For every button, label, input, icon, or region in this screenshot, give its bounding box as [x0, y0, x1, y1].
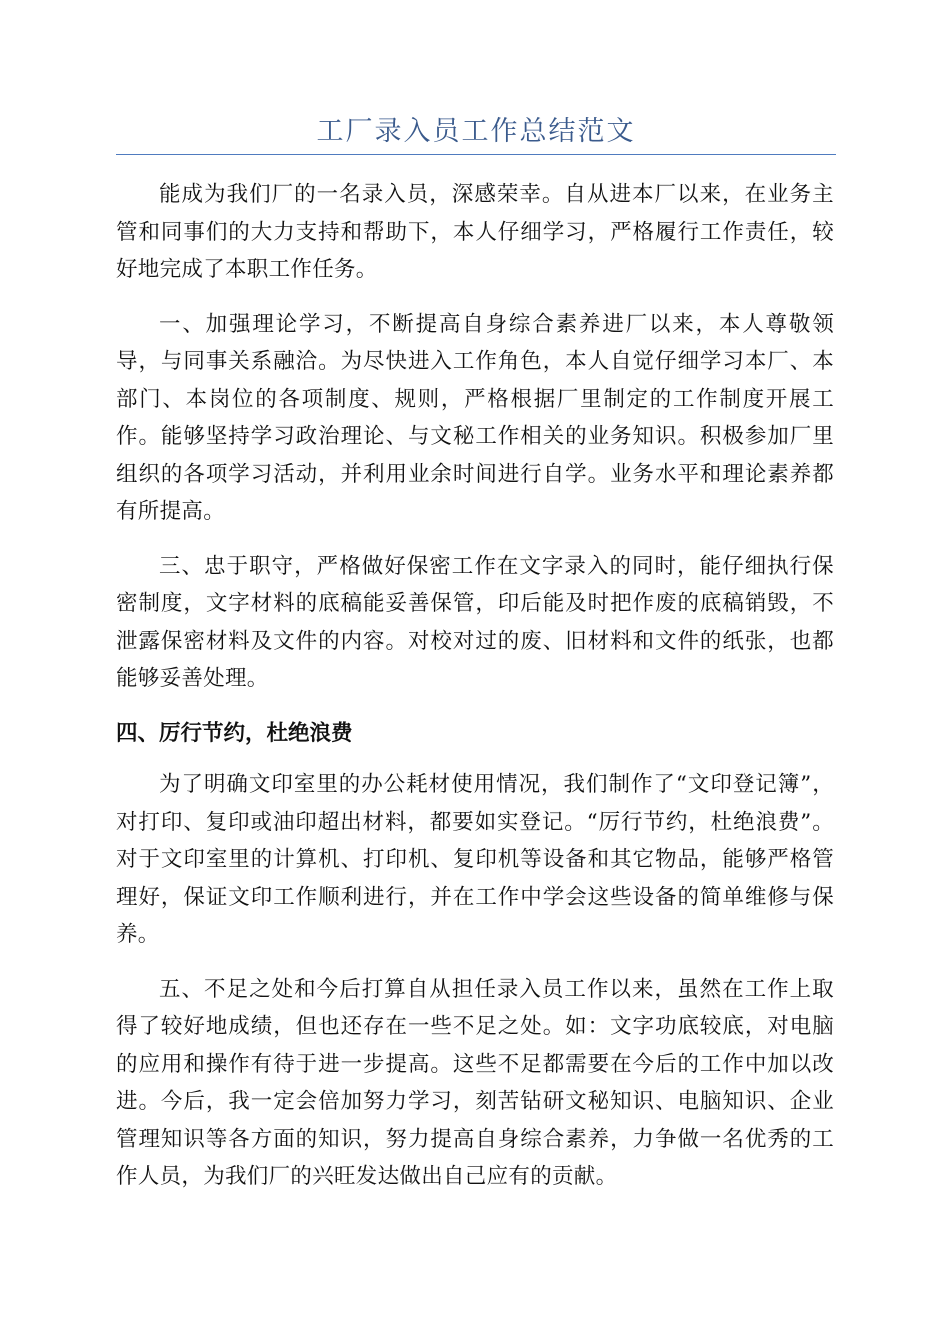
paragraph-section-three: 三、忠于职守，严格做好保密工作在文字录入的同时，能仔细执行保密制度，文字材料的底稿能妥善保管，印后能及时把作废的底稿销毁，不泄露保密材料及文件的内容。对校对过的废、旧材料和文件的纸张，也都能够妥善处理。 — [116, 553, 834, 691]
paragraph-section-five: 五、不足之处和今后打算自从担任录入员工作以来，虽然在工作上取得了较好地成绩，但也还存在一些不足之处。如：文字功底较底，对电脑的应用和操作有待于进一步提高。这些不足都需要在今后的工作中加以改进。今后，我一定会倍加努力学习，刻苦钻研文秘知识、电脑知识、企业管理知识等各方面的知识，努力提高自身综合素养，力争做一名优秀的工作人员，为我们厂的兴旺发达做出自己应有的贡献。 — [116, 976, 834, 1189]
paragraph-intro: 能成为我们厂的一名录入员，深感荣幸。自从进本厂以来，在业务主管和同事们的大力支持和帮助下，本人仔细学习，严格履行工作责任，较好地完成了本职工作任务。 — [116, 182, 834, 282]
document-title: 工厂录入员工作总结范文 — [316, 116, 636, 147]
title-underline — [116, 154, 836, 155]
document-body — [116, 176, 834, 1213]
paragraph-section-four: 为了明确文印室里的办公耗材使用情况，我们制作了“文印登记簿”，对打印、复印或油印超出材料，都要如实登记。“厉行节约，杜绝浪费”。对于文印室里的计算机、打印机、复印机等设备和其它物品，能够严格管理好，保证文印工作顺利进行，并在工作中学会这些设备的简单维修与保养。 — [116, 772, 834, 947]
paragraph-section-one: 一、加强理论学习，不断提高自身综合素养进厂以来，本人尊敬领导，与同事关系融洽。为尽快进入工作角色，本人自觉仔细学习本厂、本部门、本岗位的各项制度、规则，严格根据厂里制定的工作制度开展工作。能够坚持学习政治理论、与文秘工作相关的业务知识。积极参加厂里组织的各项学习活动，并利用业余时间进行自学。业务水平和理论素养都有所提高。 — [116, 311, 834, 524]
section-four-heading: 四、厉行节约，杜绝浪费 — [116, 720, 353, 746]
